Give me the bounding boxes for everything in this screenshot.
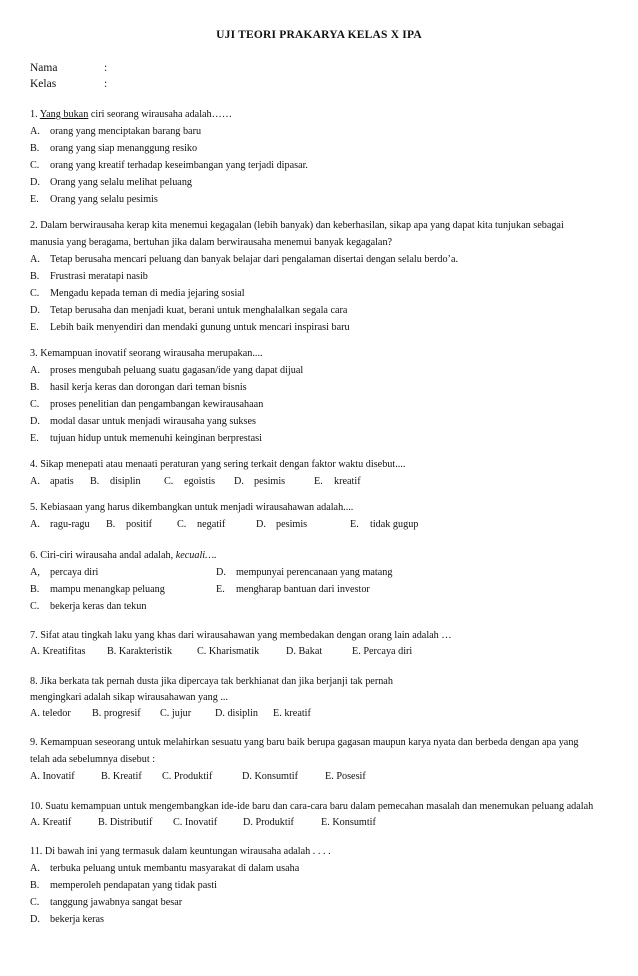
option-text: mampu menangkap peluang <box>50 584 165 595</box>
option-text: disiplin <box>110 476 141 487</box>
option-text: Orang yang selalu pesimis <box>50 194 158 205</box>
option-b: B. Distributif <box>98 817 153 828</box>
option-b <box>106 518 152 531</box>
option-text: modal dasar untuk menjadi wirausaha yang sukses <box>50 416 256 427</box>
option-letter: C. <box>30 897 40 908</box>
option-text: pesimis <box>276 519 308 530</box>
option-text: orang yang siap menanggung resiko <box>50 143 198 154</box>
option-d: D. Bakat <box>286 646 323 657</box>
question-8-line-1: 8. Jika berkata tak pernah dusta jika dipercaya tak berkhianat dan jika berjanji tak pernah <box>30 676 393 687</box>
option-d <box>234 475 285 488</box>
option-text: apatis <box>50 476 74 487</box>
page-title: UJI TEORI PRAKARYA KELAS X IPA <box>216 29 422 41</box>
option-letter: D. <box>234 476 244 487</box>
option-letter: A, <box>30 567 40 578</box>
option-b <box>30 270 148 283</box>
option-letter: D. <box>30 305 40 316</box>
question-italic: kecuali…. <box>175 550 217 561</box>
question-2-line-1: 2. Dalam berwirausaha kerap kita menemui kegagalan (lebih banyak) dan keberhasilan, sikap apa yang dapat kita tunjukan sebagai <box>30 220 564 231</box>
option-a <box>30 862 299 875</box>
option-b: B. Karakteristik <box>107 646 173 657</box>
option-a: A. Kreatif <box>30 817 72 828</box>
option-e <box>314 475 361 488</box>
question-10: 10. Suatu kemampuan untuk mengembangkan ide-ide baru dan cara-cara baru dalam pemecahan masalah dan menemukan peluang adalah <box>30 801 594 812</box>
option-letter: A. <box>30 254 40 265</box>
option-text: negatif <box>197 519 226 530</box>
option-a: A. teledor <box>30 708 71 719</box>
question-text: 6. Ciri-ciri wirausaha andal adalah, <box>30 550 176 561</box>
option-text: ragu-ragu <box>50 519 90 530</box>
option-text: proses penelitian dan pengambangan kewirausahaan <box>50 399 264 410</box>
option-text: Frustrasi meratapi nasib <box>50 271 148 282</box>
kelas-label: Kelas <box>30 78 57 90</box>
option-d <box>30 415 256 428</box>
option-letter: C. <box>30 399 40 410</box>
option-letter: E. <box>350 519 359 530</box>
option-letter: C. <box>177 519 187 530</box>
option-text: orang yang menciptakan barang baru <box>50 126 202 137</box>
option-a <box>30 566 98 579</box>
question-4: 4. Sikap menepati atau menaati peraturan yang sering terkait dengan faktor waktu disebut.... <box>30 459 406 470</box>
option-a <box>30 475 74 488</box>
option-c <box>177 518 225 531</box>
option-letter: E. <box>314 476 323 487</box>
option-b <box>30 879 217 892</box>
option-letter: C. <box>30 288 40 299</box>
nama-label: Nama <box>30 62 58 74</box>
option-d <box>216 566 392 579</box>
option-letter: B. <box>106 519 116 530</box>
option-a <box>30 364 303 377</box>
option-text: egoistis <box>184 476 216 487</box>
option-c <box>30 896 182 909</box>
kelas-colon: : <box>104 78 108 90</box>
question-5: 5. Kebiasaan yang harus dikembangkan untuk menjadi wirausahawan adalah.... <box>30 502 354 513</box>
option-letter: B. <box>30 271 40 282</box>
option-letter: D. <box>30 416 40 427</box>
option-letter: D. <box>30 914 40 925</box>
option-text: mengharap bantuan dari investor <box>236 584 370 595</box>
nama-colon: : <box>104 62 108 74</box>
option-c: C. Kharismatik <box>197 646 260 657</box>
option-c: C. Produktif <box>162 771 213 782</box>
option-a <box>30 518 90 531</box>
option-letter: D. <box>216 567 226 578</box>
question-6 <box>30 549 217 562</box>
option-b: B. Kreatif <box>101 771 142 782</box>
option-text: tujuan hidup untuk memenuhi keinginan berprestasi <box>50 433 262 444</box>
option-text: mempunyai perencanaan yang matang <box>236 567 393 578</box>
question-11: 11. Di bawah ini yang termasuk dalam keuntungan wirausaha adalah . . . . <box>30 846 331 857</box>
option-e: E. Konsumtif <box>321 817 376 828</box>
option-text: orang yang kreatif terhadap keseimbangan yang terjadi dipasar. <box>50 160 308 171</box>
option-letter: A. <box>30 126 40 137</box>
question-text: ciri seorang wirausaha adalah…… <box>88 109 233 120</box>
option-e: E. Percaya diri <box>352 646 413 657</box>
question-9-line-1: 9. Kemampuan seseorang untuk melahirkan sesuatu yang baru baik berupa gagasan maupun karya nyata dan berbeda dengan apa yang <box>30 737 579 748</box>
option-e <box>216 583 370 596</box>
option-a <box>30 125 201 138</box>
option-b <box>30 142 197 155</box>
option-e <box>350 518 418 531</box>
option-letter: B. <box>30 143 40 154</box>
option-text: pesimis <box>254 476 286 487</box>
option-e <box>30 193 158 206</box>
option-text: Orang yang selalu melihat peluang <box>50 177 193 188</box>
option-c <box>164 475 215 488</box>
option-b <box>90 475 141 488</box>
option-a: A. Kreatifitas <box>30 646 86 657</box>
option-d: D. Produktif <box>243 817 294 828</box>
option-a <box>30 253 458 266</box>
option-letter: D. <box>256 519 266 530</box>
option-e: E. kreatif <box>273 708 311 719</box>
question-9-line-2: telah ada sebelumnya disebut : <box>30 754 156 765</box>
question-8-line-2: mengingkari adalah sikap wirausahawan yang ... <box>30 692 229 703</box>
question-number: 1. <box>30 109 38 120</box>
option-b <box>30 583 165 596</box>
option-text: bekerja keras <box>50 914 105 925</box>
option-e <box>30 432 262 445</box>
option-text: terbuka peluang untuk membantu masyarakat di dalam usaha <box>50 863 300 874</box>
option-letter: E. <box>30 194 39 205</box>
option-a: A. Inovatif <box>30 771 75 782</box>
option-letter: E. <box>30 322 39 333</box>
question-1 <box>30 108 232 121</box>
question-7: 7. Sifat atau tingkah laku yang khas dari wirausahawan yang membedakan dengan orang lain adalah … <box>30 630 452 641</box>
option-letter: C. <box>30 601 40 612</box>
option-letter: B. <box>30 584 40 595</box>
option-text: Mengadu kepada teman di media jejaring sosial <box>50 288 245 299</box>
option-letter: C. <box>30 160 40 171</box>
question-3: 3. Kemampuan inovatif seorang wirausaha merupakan.... <box>30 348 263 359</box>
option-d <box>256 518 307 531</box>
option-letter: E. <box>30 433 39 444</box>
option-text: kreatif <box>334 476 361 487</box>
question-2-line-2: manusia yang beragama, bertuhan jika dalam berwirausaha menemui banyak kegagalan? <box>30 237 393 248</box>
option-letter: B. <box>30 880 40 891</box>
option-text: Lebih baik menyendiri dan mendaki gunung untuk mencari inspirasi baru <box>50 322 350 333</box>
option-c <box>30 600 146 613</box>
option-text: Tetap berusaha mencari peluang dan banyak belajar dari pengalaman disertai dengan selalu berdo’a. <box>50 254 459 265</box>
option-letter: A. <box>30 519 40 530</box>
option-text: tidak gugup <box>370 519 419 530</box>
option-letter: D. <box>30 177 40 188</box>
option-text: proses mengubah peluang suatu gagasan/ide yang dapat dijual <box>50 365 304 376</box>
option-letter: E. <box>216 584 225 595</box>
option-text: hasil kerja keras dan dorongan dari teman bisnis <box>50 382 247 393</box>
option-d: D. disiplin <box>215 708 259 719</box>
option-text: bekerja keras dan tekun <box>50 601 147 612</box>
option-text: percaya diri <box>50 567 99 578</box>
option-b: B. progresif <box>92 708 141 719</box>
option-text: positif <box>126 519 153 530</box>
option-c: C. Inovatif <box>173 817 218 828</box>
option-e: E. Posesif <box>325 771 366 782</box>
option-letter: A. <box>30 863 40 874</box>
option-b <box>30 381 247 394</box>
option-d <box>30 176 192 189</box>
option-text: memperoleh pendapatan yang tidak pasti <box>50 880 217 891</box>
option-c: C. jujur <box>160 708 192 719</box>
option-c <box>30 398 263 411</box>
option-letter: A. <box>30 476 40 487</box>
option-letter: C. <box>164 476 174 487</box>
option-letter: B. <box>30 382 40 393</box>
option-text: tanggung jawabnya sangat besar <box>50 897 183 908</box>
question-underlined: Yang bukan <box>39 109 89 120</box>
option-d: D. Konsumtif <box>242 771 299 782</box>
option-d <box>30 913 104 926</box>
option-c <box>30 159 308 172</box>
option-c <box>30 287 245 300</box>
option-text: Tetap berusaha dan menjadi kuat, berani untuk menghalalkan segala cara <box>50 305 348 316</box>
option-e <box>30 321 350 334</box>
option-letter: A. <box>30 365 40 376</box>
option-d <box>30 304 347 317</box>
option-letter: B. <box>90 476 100 487</box>
